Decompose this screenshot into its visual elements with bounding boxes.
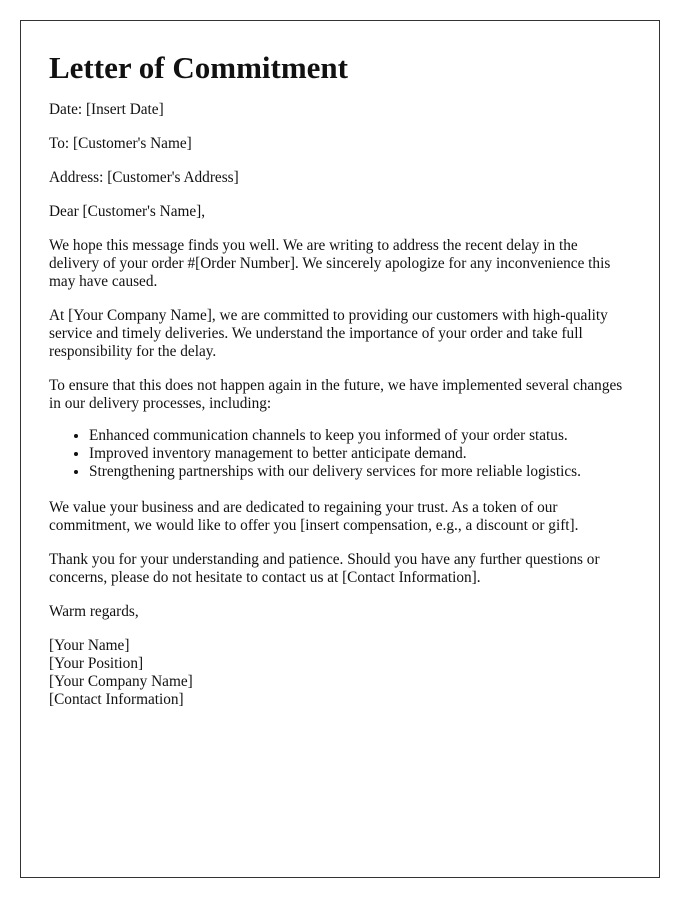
signature-company: [Your Company Name] (49, 673, 193, 690)
date-line: Date: [Insert Date] (49, 101, 164, 118)
paragraph-apology: We hope this message finds you well. We are writing to address the recent delay in the delivery of your order #[Order Number]. We sincerely apologize for any inconvenience this may have caused. (49, 237, 611, 290)
signature-name: [Your Name] (49, 637, 130, 654)
list-item: • Improved inventory management to better anticipate demand. (89, 445, 631, 463)
paragraph-commitment: At [Your Company Name], we are committed to providing our customers with high-quality service and timely deliveries. We understand the importance of your order and take full responsibility for the delay. (49, 307, 608, 360)
signature-position: [Your Position] (49, 655, 144, 672)
address-line: Address: [Customer's Address] (49, 169, 239, 186)
closing: Warm regards, (49, 603, 139, 620)
paragraph-changes-intro: To ensure that this does not happen again in the future, we have implemented several changes in our delivery processes, including: (49, 377, 623, 412)
signature-block (49, 637, 631, 709)
list-item: • Strengthening partnerships with our delivery services for more reliable logistics. (89, 463, 631, 481)
salutation: Dear [Customer's Name], (49, 203, 206, 220)
paragraph-thanks: Thank you for your understanding and patience. Should you have any further questions or concerns, please do not hesitate to contact us at [Contact Information]. (49, 551, 600, 586)
signature-contact: [Contact Information] (49, 691, 184, 708)
paragraph-compensation: We value your business and are dedicated to regaining your trust. As a token of our commitment, we would like to offer you [insert compensation, e.g., a discount or gift]. (49, 499, 579, 534)
letter-page (20, 20, 660, 878)
recipient-line: To: [Customer's Name] (49, 135, 192, 152)
letter-title: Letter of Commitment (49, 50, 348, 85)
list-item: • Enhanced communication channels to keep you informed of your order status. (89, 427, 631, 445)
changes-list (49, 427, 631, 481)
